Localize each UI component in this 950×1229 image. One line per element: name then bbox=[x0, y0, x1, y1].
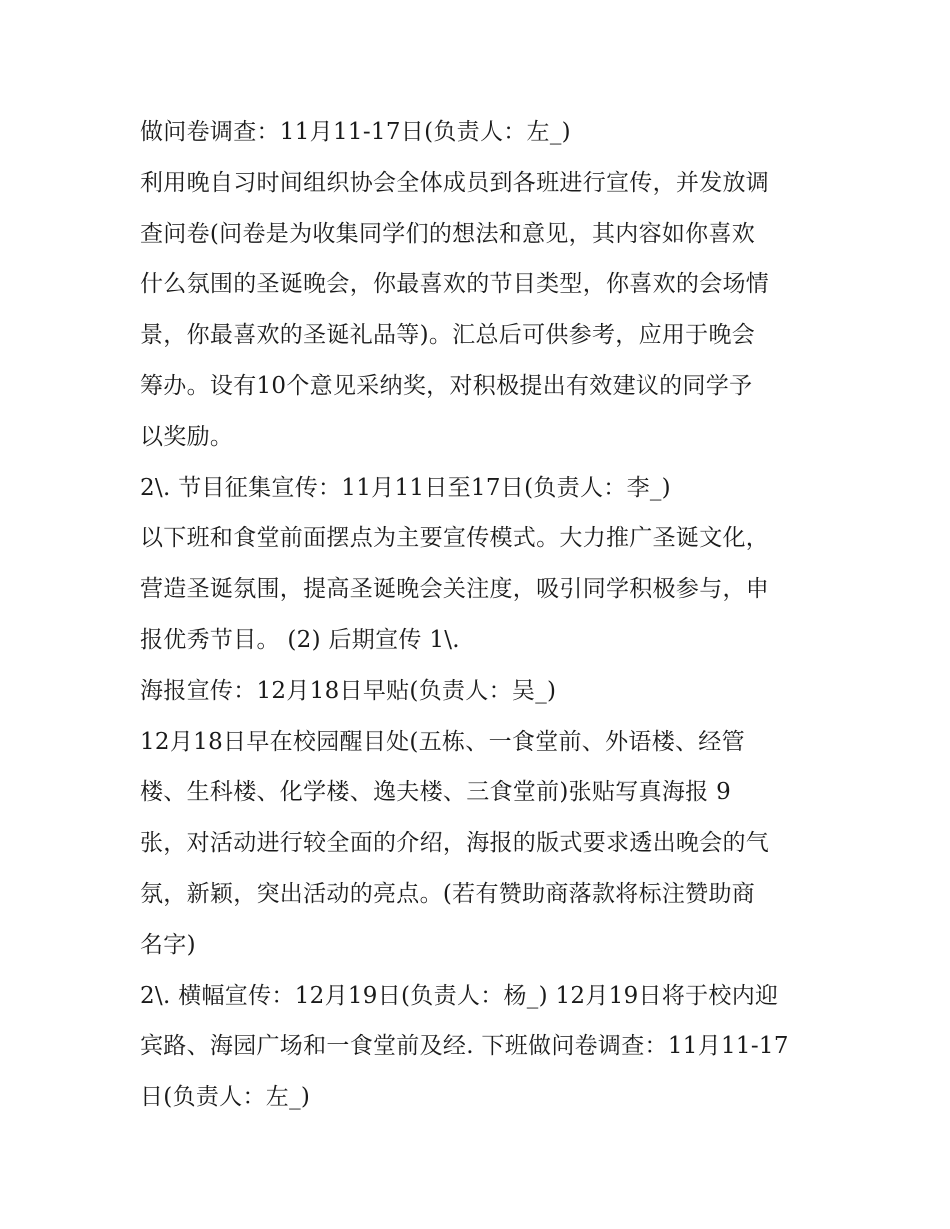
text-line: 景，你最喜欢的圣诞礼品等)。汇总后可供参考，应用于晚会 bbox=[140, 322, 756, 349]
text-line: 2\. 横幅宣传：12月19日(负责人：杨_) 12月19日将于校内迎 bbox=[140, 982, 779, 1009]
text-line: 名字) bbox=[140, 931, 196, 958]
text-line: 做问卷调查：11月11-17日(负责人：左_) bbox=[140, 119, 571, 145]
text-line: 2\. 节目征集宣传：11月11日至17日(负责人：李_) bbox=[140, 474, 671, 501]
text-line: 什么氛围的圣诞晚会，你最喜欢的节目类型，你喜欢的会场情 bbox=[140, 271, 770, 298]
text-line: 筹办。设有10个意见采纳奖，对积极提出有效建议的同学予 bbox=[140, 372, 753, 399]
text-line: 以奖励。 bbox=[140, 423, 234, 450]
text-line: 日(负责人：左_) bbox=[140, 1084, 311, 1111]
text-line: 报优秀节目。 (2) 后期宣传 1\. bbox=[140, 626, 460, 653]
text-line: 张，对活动进行较全面的介绍，海报的版式要求透出晚会的气 bbox=[140, 830, 770, 857]
text-line: 营造圣诞氛围，提高圣诞晚会关注度，吸引同学积极参与，申 bbox=[140, 576, 770, 603]
text-line: 氛，新颖，突出活动的亮点。(若有赞助商落款将标注赞助商 bbox=[140, 880, 756, 907]
text-line: 海报宣传：12月18日早贴(负责人：吴_) bbox=[140, 677, 557, 704]
text-line: 12月18日早在校园醒目处(五栋、一食堂前、外语楼、经管 bbox=[140, 728, 745, 755]
document-body bbox=[140, 107, 830, 1123]
text-line: 楼、生科楼、化学楼、逸夫楼、三食堂前)张贴写真海报 9 bbox=[140, 779, 732, 806]
text-line: 利用晚自习时间组织协会全体成员到各班进行宣传，并发放调 bbox=[140, 169, 770, 196]
text-line: 宾路、海园广场和一食堂前及经. 下班做问卷调查：11月11-17 bbox=[140, 1033, 789, 1060]
text-line: 以下班和食堂前面摆点为主要宣传模式。大力推广圣诞文化， bbox=[140, 525, 770, 552]
text-line: 查问卷(问卷是为收集同学们的想法和意见，其内容如你喜欢 bbox=[140, 220, 756, 247]
